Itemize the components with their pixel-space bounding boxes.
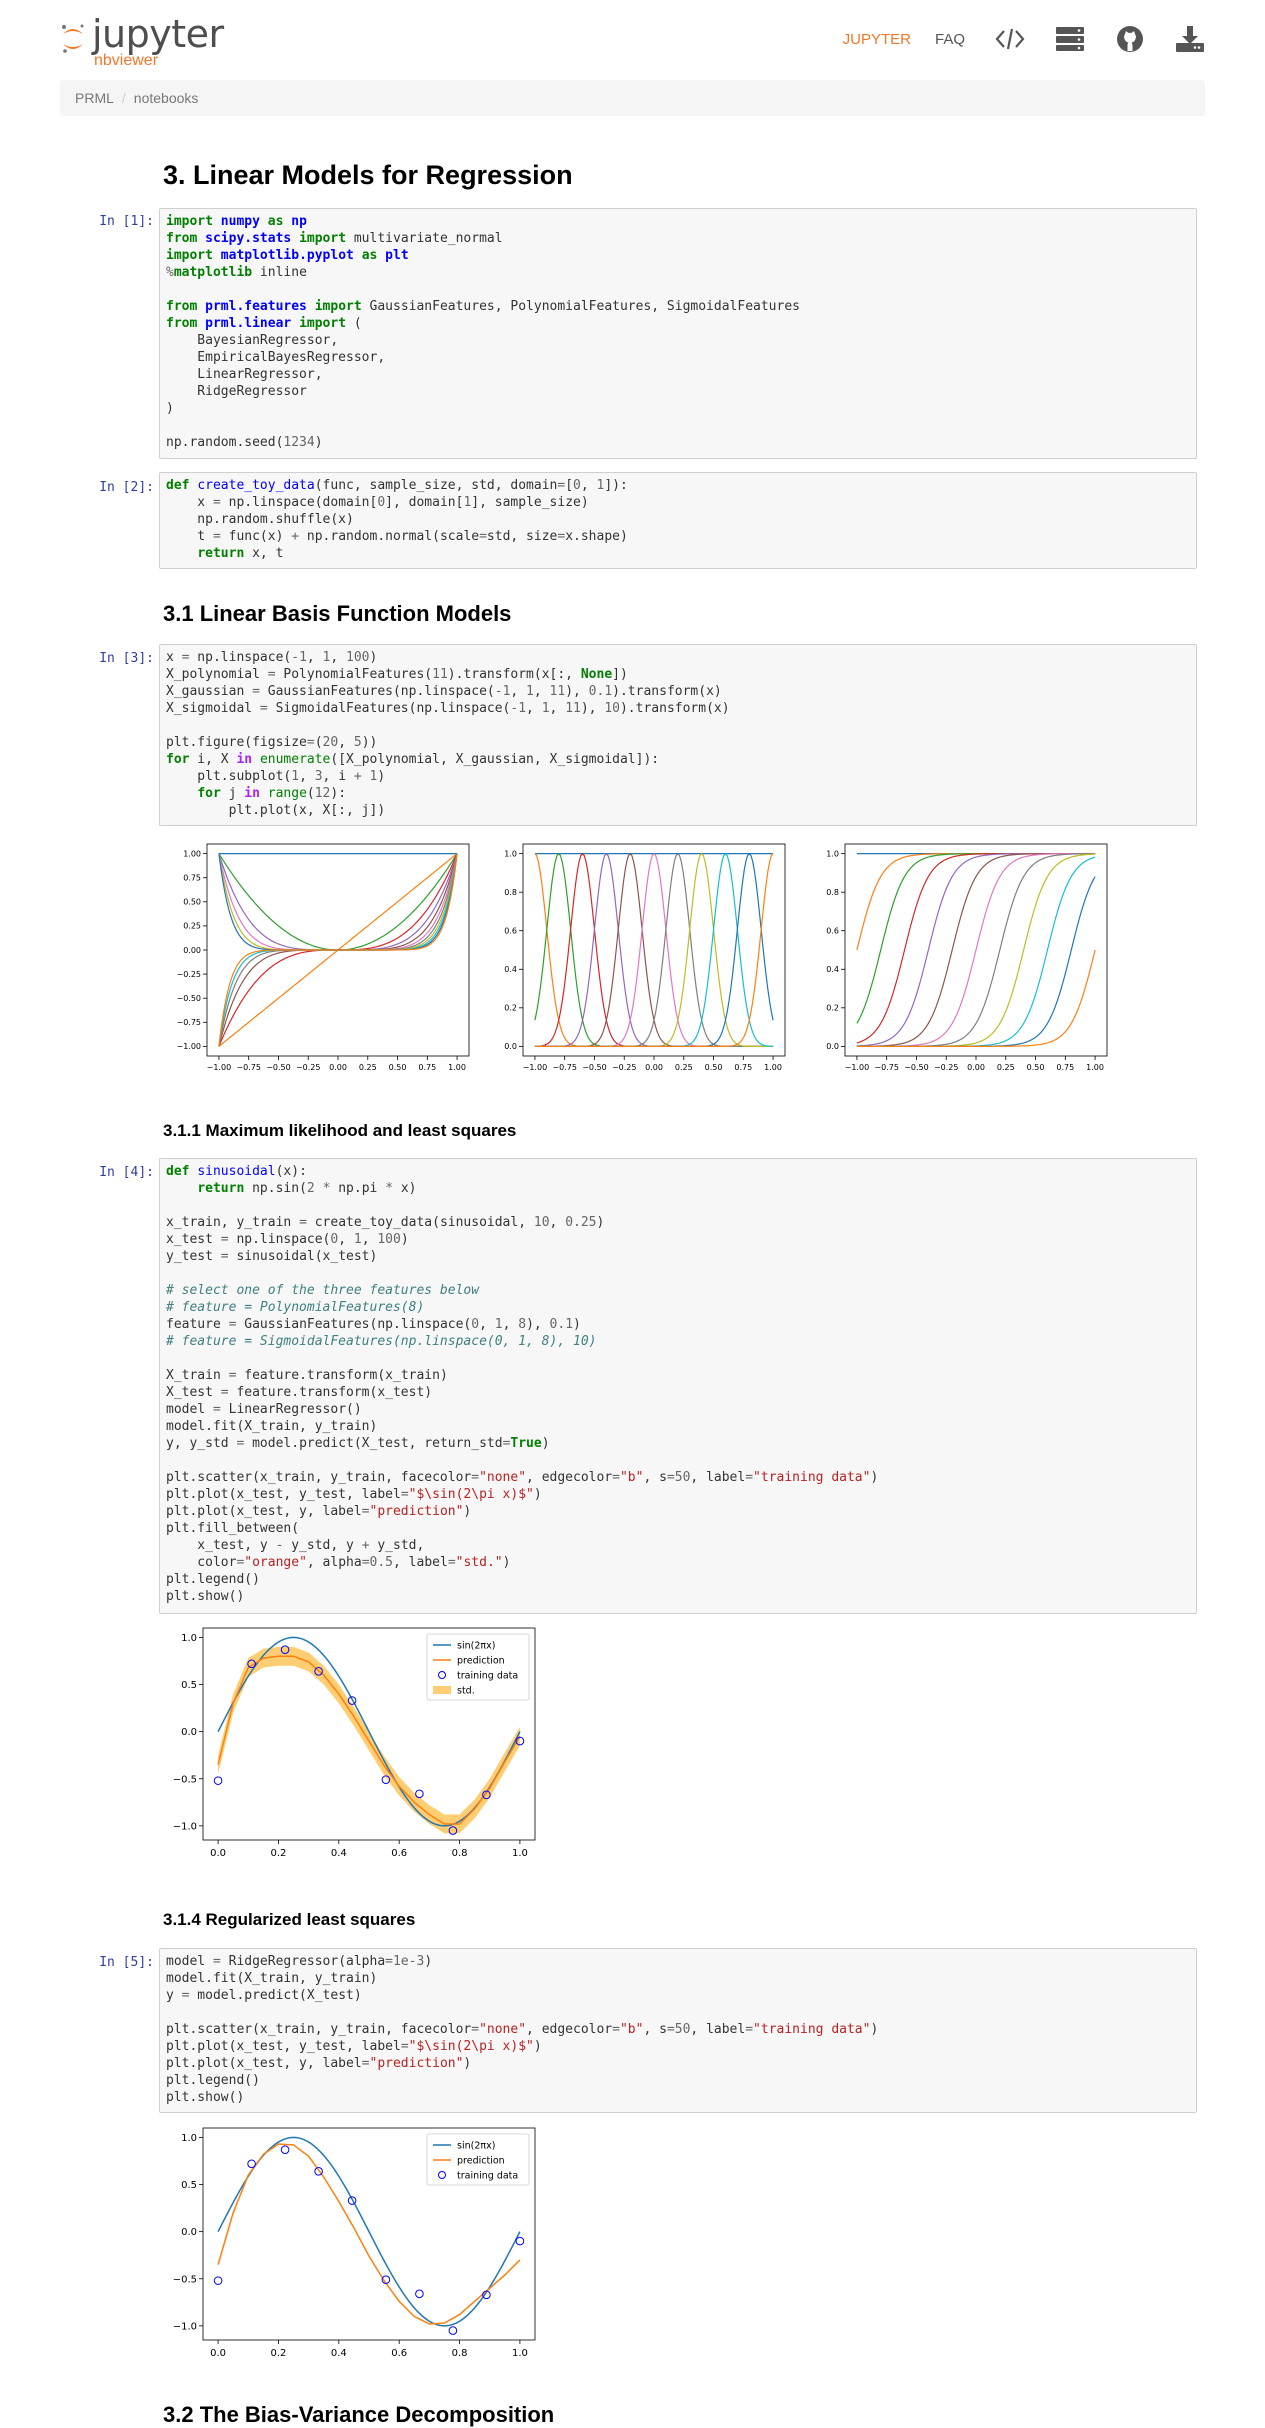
y-tick-label: −1.00 xyxy=(176,1042,201,1052)
y-tick-label: 0.25 xyxy=(183,921,201,931)
jupyter-logo-icon xyxy=(60,20,86,56)
navbar xyxy=(0,0,1265,78)
x-tick-label: −0.50 xyxy=(266,1063,291,1072)
code-cell-5-source: model = RidgeRegressor(alpha=1e-3) model.fit(X_train, y_train) y = model.predict(X_test) plt.scatter(x_train, y_train, facecolor="none", edgecolor="b", s=50, label="training data") plt.plot(x_test, y_test, label="$\sin(2\pi x)$") plt.plot(x_test, y, label="prediction") plt.legend() plt.show() xyxy=(166,1954,879,2105)
x-tick-label: 1.00 xyxy=(764,1063,782,1072)
x-tick-label: 0.6 xyxy=(391,1848,408,1859)
y-tick-label: 0.0 xyxy=(504,1042,517,1052)
heading-maximum-likelihood: 3.1.1 Maximum likelihood and least squares xyxy=(163,1121,517,1140)
y-tick-label: −0.25 xyxy=(176,969,201,979)
x-tick-label: 1.0 xyxy=(511,1848,528,1859)
x-tick-label: 1.00 xyxy=(448,1063,466,1072)
x-tick-label: 0.75 xyxy=(418,1063,437,1072)
x-tick-label: 0.50 xyxy=(1026,1063,1045,1072)
code-cell-4[interactable] xyxy=(159,1158,1197,1614)
prompt-in-4: In [4]: xyxy=(99,1165,154,1180)
plot-polynomial-features xyxy=(165,836,475,1084)
y-tick-label: 0.8 xyxy=(826,887,839,897)
y-tick-label: 1.00 xyxy=(183,849,201,859)
y-tick-label: 0.6 xyxy=(504,926,517,936)
y-tick-label: 1.0 xyxy=(181,1632,197,1644)
nav-link-jupyter[interactable]: JUPYTER xyxy=(842,30,911,48)
x-tick-label: 0.75 xyxy=(1056,1063,1075,1072)
plot-maximum-likelihood-fit xyxy=(165,1622,545,1872)
code-cell-5[interactable] xyxy=(159,1948,1197,2113)
x-tick-label: −1.00 xyxy=(844,1063,870,1072)
prompt-in-2: In [2]: xyxy=(99,480,154,495)
x-tick-label: 0.00 xyxy=(645,1063,663,1072)
y-tick-label: 0.4 xyxy=(504,965,517,975)
logo-text: jupyter xyxy=(92,12,224,56)
y-tick-label: −1.0 xyxy=(172,2321,197,2333)
x-tick-label: −0.75 xyxy=(874,1063,899,1072)
heading-regularized-least-squares: 3.1.4 Regularized least squares xyxy=(163,1910,416,1929)
x-tick-label: 0.25 xyxy=(674,1063,693,1072)
legend-label: prediction xyxy=(457,1655,505,1667)
legend-label: sin(2πx) xyxy=(457,2140,496,2152)
x-tick-label: 0.50 xyxy=(704,1063,723,1072)
legend-label: training data xyxy=(457,1670,519,1682)
y-tick-label: 1.0 xyxy=(826,849,839,859)
x-tick-label: 0.4 xyxy=(330,1848,347,1859)
y-tick-label: −0.50 xyxy=(176,993,201,1003)
code-cell-1-source: import numpy as np from scipy.stats import multivariate_normal import matplotlib.pyplot as plt %matplotlib inline from prml.features import GaussianFeatures, PolynomialFeatures, SigmoidalFeatures from prml.linear import ( BayesianRegressor, EmpiricalBayesRegressor, LinearRegressor, RidgeRegressor ) np.random.seed(1234) xyxy=(166,214,800,450)
y-tick-label: −0.5 xyxy=(172,2274,197,2286)
y-tick-label: −1.0 xyxy=(172,1821,197,1833)
y-tick-label: −0.5 xyxy=(172,1774,197,1786)
nav-links xyxy=(819,20,1205,58)
breadcrumb xyxy=(60,80,1205,116)
legend-label: std. xyxy=(457,1685,475,1697)
x-tick-label: 0.2 xyxy=(270,2348,287,2359)
x-tick-label: 0.50 xyxy=(388,1063,407,1072)
legend-label: prediction xyxy=(457,2155,505,2167)
x-tick-label: −1.00 xyxy=(206,1063,232,1072)
y-tick-label: 0.0 xyxy=(181,2227,197,2239)
nav-link-faq[interactable]: FAQ xyxy=(934,30,965,48)
legend-swatch xyxy=(433,1686,451,1694)
logo-subtitle: nbviewer xyxy=(94,52,159,69)
plot-gaussian-features xyxy=(493,836,793,1084)
breadcrumb-item-prml[interactable]: PRML xyxy=(75,90,114,106)
server-icon[interactable] xyxy=(1055,24,1085,54)
prompt-in-3: In [3]: xyxy=(99,651,154,666)
download-icon[interactable] xyxy=(1175,24,1205,54)
y-tick-label: 1.0 xyxy=(504,849,517,859)
code-cell-3[interactable] xyxy=(159,644,1197,826)
x-tick-label: 0.25 xyxy=(996,1063,1015,1072)
x-tick-label: −0.25 xyxy=(295,1063,321,1072)
y-tick-label: 0.5 xyxy=(181,1680,197,1692)
y-tick-label: 0.00 xyxy=(183,945,201,955)
x-tick-label: 0.0 xyxy=(210,1848,227,1859)
y-tick-label: −0.75 xyxy=(176,1018,201,1028)
x-tick-label: −0.75 xyxy=(552,1063,577,1072)
code-cell-4-source: def sinusoidal(x): return np.sin(2 * np.pi * x) x_train, y_train = create_toy_data(sinusoidal, 10, 0.25) x_test = np.linspace(0, 1, 100) y_test = sinusoidal(x_test) # select one of the three features below # feature = PolynomialFeatures(8) feature = GaussianFeatures(np.linspace(0, 1, 8), 0.1) # feature = SigmoidalFeatures(np.linspace(0, 1, 8), 10) X_train = feature.transform(x_train) X_test = feature.transform(x_test) model = LinearRegressor() model.fit(X_train, y_train) y, y_std = model.predict(X_test, return_std=True) plt.scatter(x_train, y_train, facecolor="none", edgecolor="b", s=50, label="training data") plt.plot(x_test, y_test, label="$\sin(2\pi x)$") plt.plot(x_test, y, label="prediction") plt.fill_between( x_test, y - y_std, y + y_std, color="orange", alpha=0.5, label="std.") plt.legend() plt.show() xyxy=(166,1164,879,1604)
legend-label: sin(2πx) xyxy=(457,1640,496,1652)
prompt-in-1: In [1]: xyxy=(99,214,154,229)
x-tick-label: −0.50 xyxy=(904,1063,929,1072)
y-tick-label: 0.0 xyxy=(181,1727,197,1739)
x-tick-label: 0.75 xyxy=(734,1063,753,1072)
y-tick-label: 0.75 xyxy=(183,873,201,883)
x-tick-label: 1.0 xyxy=(511,2348,528,2359)
prompt-in-5: In [5]: xyxy=(99,1955,154,1970)
plot-ridge-fit xyxy=(165,2122,545,2372)
x-tick-label: 0.00 xyxy=(967,1063,985,1072)
x-tick-label: 0.2 xyxy=(270,1848,287,1859)
jupyter-logo[interactable] xyxy=(60,12,250,68)
x-tick-label: 0.4 xyxy=(330,2348,347,2359)
x-tick-label: −1.00 xyxy=(522,1063,548,1072)
plot-sigmoidal-features xyxy=(815,836,1115,1084)
x-tick-label: 0.8 xyxy=(451,2348,468,2359)
y-tick-label: 0.2 xyxy=(826,1003,839,1013)
y-tick-label: 0.4 xyxy=(826,965,839,975)
x-tick-label: −0.75 xyxy=(236,1063,261,1072)
code-cell-2[interactable] xyxy=(159,472,1197,569)
y-tick-label: 0.6 xyxy=(826,926,839,936)
y-tick-label: 0.50 xyxy=(183,897,201,907)
y-tick-label: 0.0 xyxy=(826,1042,839,1052)
breadcrumb-separator: / xyxy=(121,90,126,106)
x-tick-label: 0.0 xyxy=(210,2348,227,2359)
github-icon[interactable] xyxy=(1115,24,1145,54)
heading-bias-variance: 3.2 The Bias-Variance Decomposition xyxy=(163,2402,555,2427)
heading-linear-models: 3. Linear Models for Regression xyxy=(163,160,573,190)
x-tick-label: 0.8 xyxy=(451,1848,468,1859)
x-tick-label: 0.25 xyxy=(358,1063,377,1072)
code-icon[interactable] xyxy=(995,24,1025,54)
x-tick-label: −0.50 xyxy=(582,1063,607,1072)
heading-basis-function-models: 3.1 Linear Basis Function Models xyxy=(163,601,512,626)
code-cell-2-source: def create_toy_data(func, sample_size, std, domain=[0, 1]): x = np.linspace(domain[0], domain[1], sample_size) np.random.shuffle(x) t = func(x) + np.random.normal(scale=std, size=x.shape) return x, t xyxy=(166,478,628,561)
y-tick-label: 0.2 xyxy=(504,1003,517,1013)
code-cell-1[interactable] xyxy=(159,208,1197,459)
x-tick-label: −0.25 xyxy=(933,1063,959,1072)
x-tick-label: −0.25 xyxy=(611,1063,637,1072)
plot-area xyxy=(523,844,785,1056)
x-tick-label: 0.00 xyxy=(329,1063,347,1072)
code-cell-3-source: x = np.linspace(-1, 1, 100) X_polynomial = PolynomialFeatures(11).transform(x[:, None]) X_gaussian = GaussianFeatures(np.linspace(-1, 1, 11), 0.1).transform(x) X_sigmoidal = SigmoidalFeatures(np.linspace(-1, 1, 11), 10).transform(x) plt.figure(figsize=(20, 5)) for i, X in enumerate([X_polynomial, X_gaussian, X_sigmoidal]): plt.subplot(1, 3, i + 1) for j in range(12): plt.plot(x, X[:, j]) xyxy=(166,650,730,818)
x-tick-label: 0.6 xyxy=(391,2348,408,2359)
y-tick-label: 0.5 xyxy=(181,2180,197,2192)
breadcrumb-item-notebooks[interactable]: notebooks xyxy=(133,90,199,106)
y-tick-label: 1.0 xyxy=(181,2132,197,2144)
x-tick-label: 1.00 xyxy=(1086,1063,1104,1072)
y-tick-label: 0.8 xyxy=(504,887,517,897)
legend-label: training data xyxy=(457,2170,519,2182)
